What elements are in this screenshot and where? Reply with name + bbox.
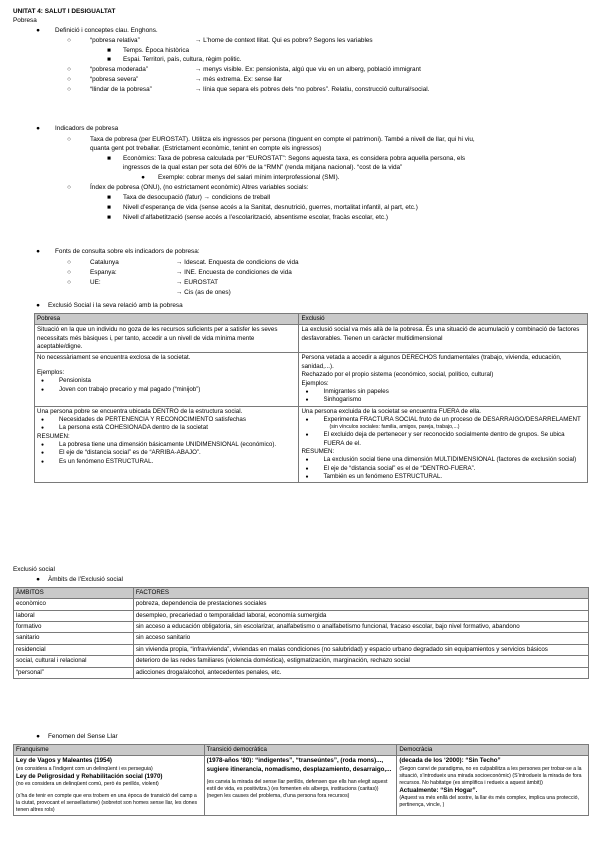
table-row: formativo sin acceso a educación obligatoria, sin escolarizar, analfabetismo o analfabetismo funcional, fracaso escolar, bajo nivel formativo, abandono (14, 622, 589, 633)
section-pobresa: Pobresa (13, 17, 37, 24)
indicators-block: ● Indicadors de pobresa ○ Taxa de pobresa (per EUROSTAT). Utilitza els ingressos per persona (tinguent en compte el patrimoni). També a nivell de llar, qui hi viu, quanta gent pot treballar. (Estrictament econòmic, tenint en compte els ingressos) ■ Econòmics: Taxa de pobresa calculada per “EUROSTAT”: Segons aquesta taxa, es considera pobra aquella persona, els ingressos de la qual estan per sota del 60% de la “RMN” (renda mitjana nacional). “cost de la vida” ● Exemple: cobrar menys del salari mínim interprofessional (SMI). ○ Índex de pobresa (ONU), (no estrictament econòmic) Altres variables socials: ■ Taxa de desocupació (fatur) → condicions de treball ■ Nivell d’esperança de vida (sense accés a la Sanitat, desnutrició, guerres, mortalitat infantil, al part, etc.) ■ Nivell d’alfabetització (sense accés a l’escolarització, absentisme escolar, fracàs escolar, etc.) (36, 125, 475, 221)
sources-block: ● Fonts de consulta sobre els indicadors de pobresa: ○ Catalunya → Idescat. Enquesta de condicions de vida ○ Espanya: → INE. Encuesta de condiciones de vida ○ UE: → EUROSTAT → Cis (as de ones) (36, 248, 299, 296)
ambits-table (13, 587, 589, 679)
sense-llar-heading-row: ● Fenomen del Sense Llar (36, 733, 118, 740)
unit-title: UNITAT 4: SALUT I DESIGUALTAT (13, 8, 116, 15)
franquisme-cell: Ley de Vagos y Maleantes (1954) (es considera a l’indigent com un delinqüent i es perseguia) Ley de Peligrosidad y Rehabilitación social (1970) (no es considera un delinqüent comú, però és perillós, violent) (s’ha de tenir en compte que ens trobem en una època de transició del camp a la ciutat, provocant el sensellarisme) (sobretot son homes sense llar, les dones tenen altres rols) (14, 756, 205, 816)
exclusio-definition: La exclusió social va més allà de la pobresa. És una situació de acumulació y combinació de factores desfavorables. Tienen un caràcter multidimensional (299, 325, 588, 353)
pobresa-examples-cell: No necessàriament se encuentra exclosa de la societat. Ejemplos: ● Pensionista ● Joven con trabajo precario y mal pagado (“minijob”) (35, 353, 299, 406)
sense-llar-table (13, 744, 589, 816)
table-row: residencial sin vivienda propia, “infravivienda”, viviendas en malas condiciones (no salubridad) y espacio urbano degradado sin equipamientos y servicios básicos (14, 644, 589, 655)
table-row: social, cultural i relacional deterioro de las redes familiares (violencia doméstica), estigmatización, marginación, rechazo social (14, 656, 589, 667)
col-header-exclusio: Exclusió (299, 314, 588, 325)
exclusion-heading-row: ● Exclusió Social i la seva relació amb la pobresa (36, 302, 183, 309)
exclusio-examples-cell: Persona vetada a accedir a algunos DERECHOS fundamentales (trabajo, vivienda, educación, sanidad,...). Rechazado por el propio sistema (económico, social, político, cultural) Ejemplos: ● Inmigrantes sin papeles ● Sinhogarismo (299, 353, 588, 406)
franquisme-header: Franquisme (14, 745, 205, 756)
ambits-heading-row: ● Àmbits de l’Exclusió social (36, 576, 123, 583)
transicio-cell: (1978-años ‘80): “indigentes”, “transeúntes”, (roda mons)..., sugiere itinerancia, nomadismo, desplazamiento, desarraigo,... (es canvia la mirada del sense llar perillós, defensen que ells han elegit aquest estil de vida, es positivitza.) (es fomenten els albergs, institucions (caritas)) (negen les causes del problema, d’una persona fora recursos) (204, 756, 397, 816)
table-row: sanitario sin acceso sanitario (14, 633, 589, 644)
ambits-col-header: ÀMBITOS (14, 588, 134, 599)
exclusio-summary-cell: Una persona excluida de la societat se encuentra FUERA de ella. ● Experimenta FRACTURA SOCIAL fruto de un proceso de DESARRAIGO/DESARRELAMENT (sin vínculos sociales: familia, amigos, pareja, trabajo,...) ● El excluido deja de pertenecer y ser reconocido socialmente dentro de grupos. Se ubica FUERA de el. RESUMEN: ● La exclusión social tiene una dimensión MULTIDIMENSIONAL (factores de exclusión social) ● El eje de “distancia social” es el de “DENTRO-FUERA”. ● También es un fenómeno ESTRUCTURAL. (299, 406, 588, 483)
factores-col-header: FACTORES (133, 588, 588, 599)
pobresa-definition: Situació en la que un individu no goza de les recursos suficients per a satisfer les seves necessitats més bàsiques i, per tanto, accedir a un nivell de vida mínima mente aceptable/digne. (35, 325, 299, 353)
poverty-exclusion-table (34, 313, 588, 483)
table-row: econòmico pobreza, dependencia de prestaciones sociales (14, 599, 589, 610)
table-row: “personal” adicciones droga/alcohol, antecedentes penales, etc. (14, 667, 589, 678)
col-header-pobresa: Pobresa (35, 314, 299, 325)
democracia-header: Democràcia (397, 745, 589, 756)
definitions-block: ● Definició i conceptes clau. Enghons. ○ “pobresa relativa” → L’home de context llitat. Qui es pobre? Segons les variables ■ Temps. Època històrica ■ Espai. Territori, país, cultura, règim politic. ○ “pobresa moderada” → menys visible. Ex: pensionista, algú que viu en un alberg, població immigrant ○ “pobresa severa” → més extrema. Ex: sense llar ○ “llindar de la pobresa” → línia que separa els pobres dels “no pobres”. Relatiu, construcció cultural/social. (36, 27, 430, 93)
exclusion-social-title: Exclusió social (13, 566, 55, 573)
table-row: laboral desempleo, precariedad o temporalidad laboral, economía sumergida (14, 610, 589, 621)
transicio-header: Transició democràtica (204, 745, 397, 756)
pobresa-summary-cell: Una persona pobre se encuentra ubicada DENTRO de la estructura social. ● Necesidades de PERTENENCIA Y RECONOCIMIENTO satisfechas ● La persona està COHESIONADA dentro de la societat RESUMEN: ● La pobresa tiene una dimensión básicamente UNIDIMENSIONAL (económico). ● El eje de “distancia social” es de “ARRIBA-ABAJO”. ● Es un fenómeno ESTRUCTURAL. (35, 406, 299, 483)
democracia-cell: (decada de los ‘2000): “Sin Techo” (Segon canvi de paradigma, no es culpabilitza a les persones per trobar-se a la situació, s’introdueix una mirada socioeconòmic) (S’introdueix la mirada de fora recursos. No habitatge (es simplifica i redueix a aquest àmbit)) Actualmente: “Sin Hogar”. (Aquest va més enllà del sostre, la llar és més complex, implica una protecció, pertinença, vincle, ) (397, 756, 589, 816)
